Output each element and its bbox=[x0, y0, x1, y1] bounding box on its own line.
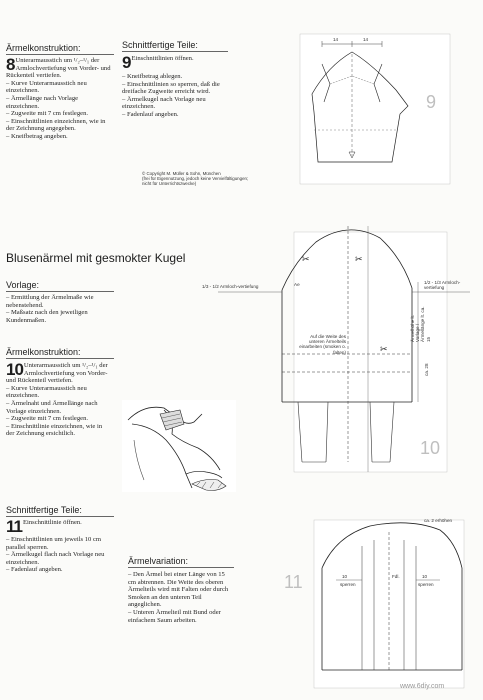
step-8-text: Unterarmausstich um ¹/₂–¹/₁ der Armlochvertiefung von Vorder- und Rückenteil vertiefen. bbox=[6, 57, 111, 80]
step-9-text: Einschnittlinien öffnen. bbox=[131, 55, 194, 62]
figure-9-label-14a: 14 bbox=[333, 37, 339, 42]
step-9-bullet-3: – Ärmelkugel nach Vorlage neu einzeichnen. bbox=[122, 95, 206, 111]
step-10-bullet-2: – Ärmelnaht und Ärmellänge nach Vorlage einzeichnen. bbox=[6, 399, 98, 415]
step-9-block bbox=[122, 55, 228, 119]
figure-10 bbox=[198, 222, 481, 484]
step-10-text: Unterarmausstich um ¹/₂–¹/₁ der Armlochvertiefung von Vorder- und Rückenteil vertiefen. bbox=[6, 362, 108, 385]
step-9-bullet-2: – Einschnittlinien so sperren, daß die dreifache Zugweite erreicht wird. bbox=[122, 80, 220, 96]
figure-10-label-right: 1/2 - 1/3 Armloch-vertiefung bbox=[424, 280, 461, 291]
figure-10-label-center: Auf die Weite des unteren Ärmelteils einarbeiten (smoken o. falten) bbox=[299, 334, 346, 355]
heading-aermelkonstruktion-1: Ärmelkonstruktion: bbox=[6, 43, 114, 55]
figure-11-label-sperren-1: sperren bbox=[340, 582, 356, 587]
figure-11-label-10a: 10 bbox=[342, 574, 348, 579]
heading-schnittfertige-teile-1: Schnittfertige Teile: bbox=[122, 40, 228, 52]
watermark: www.6diy.com bbox=[400, 683, 445, 690]
figure-9-drawing bbox=[300, 34, 480, 184]
figure-11-label-sperren-2: sperren bbox=[418, 582, 434, 587]
figure-10-label-ca: ca. 28 bbox=[424, 363, 429, 376]
step-8-bullet-5: – Kneifbetrag angeben. bbox=[6, 132, 68, 140]
figure-11-label-10b: 10 bbox=[422, 574, 428, 579]
step-10-bullet-1: – Kurve Unterarmausstich neu einzeichnen. bbox=[6, 384, 87, 400]
heading-aermelvariation: Ärmelvariation: bbox=[128, 556, 234, 568]
step-10-number: 10 bbox=[6, 360, 23, 379]
heading-aermelkonstruktion-2: Ärmelkonstruktion: bbox=[6, 347, 114, 359]
figure-9-label-14b: 14 bbox=[363, 37, 369, 42]
step-9-number: 9 bbox=[122, 53, 131, 72]
step-11-number: 11 bbox=[6, 517, 22, 536]
svg-text:✂: ✂ bbox=[302, 255, 310, 265]
step-10-bullet-3: – Zugweite mit 7 cm festlegen. bbox=[6, 415, 89, 423]
figure-10-label-ae: Ae bbox=[294, 282, 300, 287]
variation-block bbox=[128, 571, 234, 624]
figure-11-number: 11 bbox=[284, 572, 303, 592]
svg-text:✂: ✂ bbox=[380, 345, 388, 355]
figure-9-number: 9 bbox=[426, 92, 437, 112]
figure-11-label-fdl: Fdl. bbox=[392, 574, 400, 579]
vorlage-bullet-2: – Maßsatz nach den jeweiligen Kundenmaßen. bbox=[6, 309, 88, 324]
heading-vorlage: Vorlage: bbox=[6, 280, 114, 292]
figure-10-number: 10 bbox=[420, 438, 441, 458]
step-8-block bbox=[6, 57, 111, 141]
step-8-bullet-3: – Zugweite mit 7 cm festlegen. bbox=[6, 110, 89, 118]
figure-9 bbox=[300, 34, 480, 184]
step-9-bullet-1: – Kneifbetrag ablegen. bbox=[122, 73, 183, 80]
figure-11-drawing bbox=[270, 512, 481, 690]
step-11-text: Einschnittlinie öffnen. bbox=[22, 519, 82, 526]
step-10-bullet-4: – Einschnittlinie einzeichnen, wie in der Zeichnung ersichtlich. bbox=[6, 422, 103, 438]
variation-text-1: – Den Ärmel bei einer Länge von 15 cm abtrennen. Die Weite des oberen Ärmelteils wird mit Falten oder durch Smoken an den unteren Teil angeglichen. bbox=[128, 571, 229, 609]
step-11-bullet-1: – Einschnittlinien um jeweils 10 cm parallel sperren. bbox=[6, 536, 102, 551]
svg-text:✂: ✂ bbox=[355, 255, 363, 265]
step-8-bullet-4: – Einschnittlinien einzeichnen, wie in der Zeichnung angegeben. bbox=[6, 117, 106, 133]
step-11-bullet-3: – Fadenlauf angeben. bbox=[6, 566, 63, 574]
section-title: Blusenärmel mit gesmokter Kugel bbox=[6, 251, 186, 265]
step-8-bullet-1: – Kurve Unterarmausstich neu einzeichnen. bbox=[6, 79, 87, 95]
copyright-note: © Copyright M. Müller & Sohn, München (frei für Eigennutzung, jedoch keine Vervielfältigungen; nicht für Unterrichtszwecke) bbox=[142, 171, 249, 186]
step-8-bullet-2: – Ärmellänge nach Vorlage einzeichnen. bbox=[6, 94, 79, 110]
step-8-number: 8 bbox=[6, 55, 15, 74]
step-10-block bbox=[6, 362, 111, 438]
figure-10-label-vertical: Ärmelhöhe lt. Vorlage / Ärmellänge lt. ca. 15 bbox=[410, 306, 431, 342]
vorlage-block bbox=[6, 294, 111, 324]
figure-11 bbox=[270, 512, 481, 690]
variation-text-2: – Unteren Ärmelteil mit Bund oder einfachem Saum arbeiten. bbox=[128, 608, 221, 624]
figure-10-label-left: 1/3 - 1/2 Armloch-vertiefung bbox=[202, 284, 259, 289]
step-11-block bbox=[6, 519, 111, 574]
vorlage-bullet-1: – Ermittlung der Ärmelmaße wie nebenstehend. bbox=[6, 294, 94, 309]
figure-11-label-top: ca. 2 erhöhen bbox=[424, 518, 453, 523]
step-9-bullet-4: – Fadenlauf angeben. bbox=[122, 110, 179, 118]
step-11-bullet-2: – Ärmelkugel flach nach Vorlage neu einzeichnen. bbox=[6, 551, 105, 566]
heading-schnittfertige-teile-2: Schnittfertige Teile: bbox=[6, 505, 114, 517]
